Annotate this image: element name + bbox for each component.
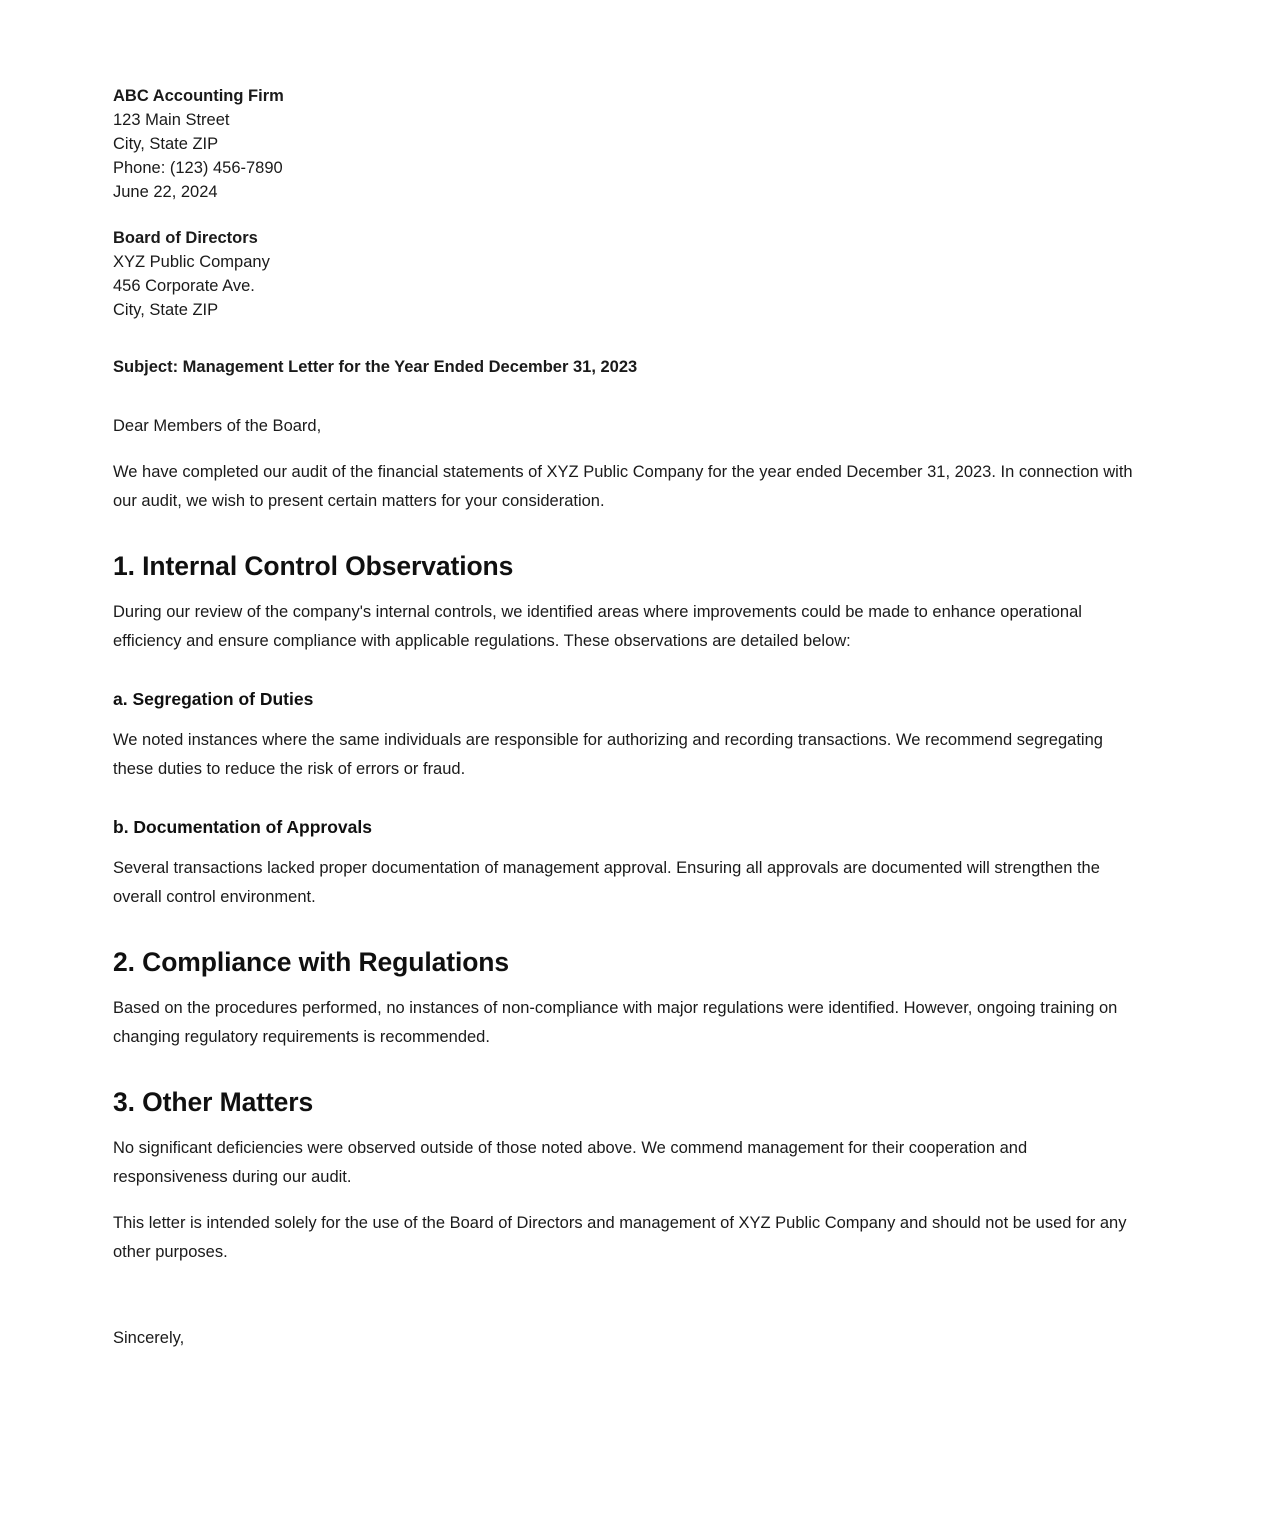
recipient-address-block bbox=[113, 226, 1135, 322]
letter-date: June 22, 2024 bbox=[113, 183, 218, 201]
subsection-heading-1a: a. Segregation of Duties bbox=[113, 689, 314, 709]
recipient-company: XYZ Public Company bbox=[113, 253, 270, 271]
subsection-paragraph-1a: We noted instances where the same individuals are responsible for authorizing and recording transactions. We recommend segregating these duties to reduce the risk of errors or fraud. bbox=[113, 731, 1103, 778]
subsection-heading-1b: b. Documentation of Approvals bbox=[113, 817, 372, 837]
closing-salutation: Sincerely, bbox=[113, 1329, 185, 1347]
subject-line: Subject: Management Letter for the Year Ended December 31, 2023 bbox=[113, 358, 638, 376]
section-paragraph-3: No significant deficiencies were observed outside of those noted above. We commend management for their cooperation and responsiveness during our audit. bbox=[113, 1139, 1028, 1186]
section-paragraph-2: Based on the procedures performed, no instances of non-compliance with major regulations were identified. However, ongoing training on changing regulatory requirements is recommended. bbox=[113, 999, 1118, 1046]
sender-city-state-zip: City, State ZIP bbox=[113, 135, 219, 153]
section-heading-1: 1. Internal Control Observations bbox=[113, 551, 514, 581]
subsection-paragraph-1b: Several transactions lacked proper documentation of management approval. Ensuring all approvals are documented will strengthen the overall control environment. bbox=[113, 859, 1100, 906]
sender-street: 123 Main Street bbox=[113, 111, 230, 129]
sender-address-block bbox=[113, 84, 1135, 204]
intro-paragraph: We have completed our audit of the financial statements of XYZ Public Company for the year ended December 31, 2023. In connection with our audit, we wish to present certain matters for your consideration. bbox=[113, 463, 1133, 510]
recipient-city-state-zip: City, State ZIP bbox=[113, 301, 219, 319]
section-heading-3: 3. Other Matters bbox=[113, 1087, 314, 1117]
section-heading-2: 2. Compliance with Regulations bbox=[113, 947, 510, 977]
letter-body bbox=[113, 84, 1135, 1353]
sender-name: ABC Accounting Firm bbox=[113, 87, 284, 105]
recipient-street: 456 Corporate Ave. bbox=[113, 277, 255, 295]
section-paragraph-1: During our review of the company's internal controls, we identified areas where improvements could be made to enhance operational efficiency and ensure compliance with applicable regulations. These observations are detailed below: bbox=[113, 603, 1082, 650]
section-paragraph-3-extra: This letter is intended solely for the use of the Board of Directors and management of XYZ Public Company and should not be used for any other purposes. bbox=[113, 1214, 1127, 1261]
salutation: Dear Members of the Board, bbox=[113, 417, 322, 435]
sender-phone: Phone: (123) 456-7890 bbox=[113, 159, 283, 177]
recipient-name: Board of Directors bbox=[113, 229, 258, 247]
